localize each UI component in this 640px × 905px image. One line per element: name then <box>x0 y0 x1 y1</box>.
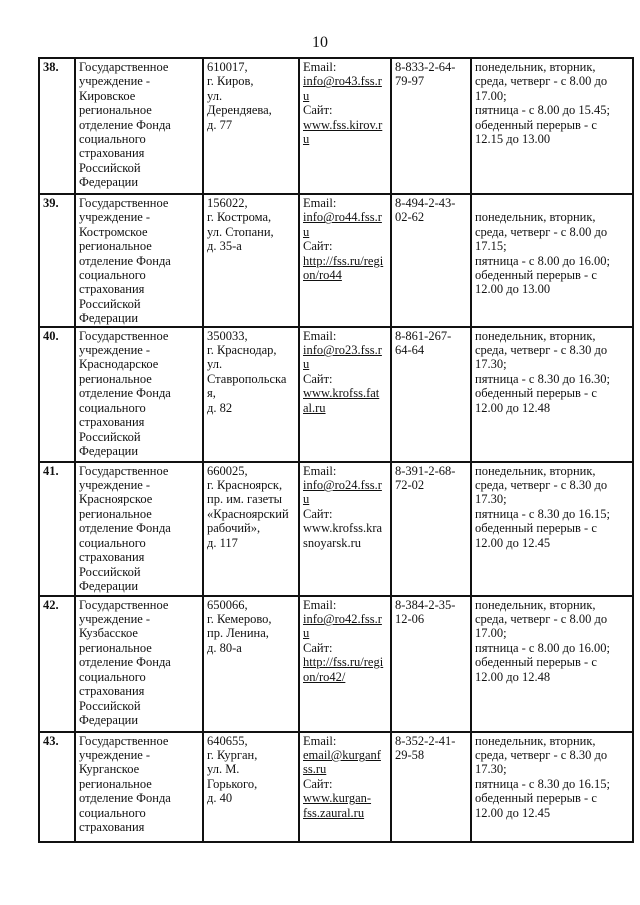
row-number: 42. <box>39 596 75 732</box>
name-line: Государственное <box>79 328 169 343</box>
address-line: Горького, <box>207 776 258 791</box>
hours-line: 12.00 до 12.48 <box>475 400 551 415</box>
cell-name <box>75 327 203 462</box>
name-line: Федерации <box>79 712 139 727</box>
hours-line: пятница - с 8.30 до 16.15; <box>475 506 610 521</box>
name-line: региональное <box>79 371 152 386</box>
name-line: Федерации <box>79 443 139 458</box>
name-line: региональное <box>79 103 152 118</box>
cell-web <box>299 327 391 462</box>
contact-label: Email: <box>303 328 337 343</box>
name-line: учреждение - <box>79 748 151 763</box>
contact-label: Email: <box>303 597 337 612</box>
contact-label: Email: <box>303 733 337 748</box>
cell-phone <box>391 327 471 462</box>
contact-link-line[interactable]: u <box>303 626 310 641</box>
address-line: г. Кострома, <box>207 210 272 225</box>
hours-line: обеденный перерыв - с <box>475 268 597 283</box>
name-line: отделение Фонда <box>79 655 171 670</box>
name-line: страхования <box>79 550 145 565</box>
address-line: д. 77 <box>207 117 233 132</box>
cell-phone <box>391 596 471 732</box>
contact-link-line[interactable]: u <box>303 132 310 147</box>
cell-name <box>75 58 203 194</box>
phone-line: 8-391-2-68- <box>395 463 456 478</box>
name-line: Российской <box>79 160 141 175</box>
contact-link-line[interactable]: http://fss.ru/regi <box>303 253 384 268</box>
contact-link-line[interactable]: on/ro42/ <box>303 669 346 684</box>
hours-line: обеденный перерыв - с <box>475 117 597 132</box>
row-number: 40. <box>39 327 75 462</box>
cell-web <box>299 194 391 327</box>
name-line: учреждение - <box>79 343 151 358</box>
phone-line: 8-833-2-64- <box>395 60 456 74</box>
address-line: рабочий», <box>207 521 261 536</box>
hours-line: 17.00; <box>475 626 507 641</box>
address-line: 640655, <box>207 733 248 748</box>
contact-label: Email: <box>303 60 337 74</box>
name-line: страхования <box>79 415 145 430</box>
address-line: г. Краснодар, <box>207 343 277 358</box>
contact-link-line[interactable]: u <box>303 224 310 239</box>
cell-address <box>203 732 299 842</box>
hours-line: пятница - с 8.30 до 16.15; <box>475 776 610 791</box>
row-number: 38. <box>39 58 75 194</box>
contact-link-line[interactable]: www.kurgan- <box>303 791 372 806</box>
hours-line: понедельник, вторник, <box>475 597 596 612</box>
row-number: 43. <box>39 732 75 842</box>
contact-link-line[interactable]: u <box>303 88 310 103</box>
contact-link-line[interactable]: info@ro44.fss.r <box>303 210 382 225</box>
contact-link-line[interactable]: on/ro44 <box>303 268 342 283</box>
cell-hours <box>471 327 633 462</box>
table-body <box>39 58 633 842</box>
hours-line: среда, четверг - с 8.30 до <box>475 343 608 358</box>
page-number: 10 <box>312 34 328 51</box>
fss-office-table <box>38 57 634 843</box>
table-row <box>39 732 633 842</box>
hours-line: 17.00; <box>475 88 507 103</box>
name-line: социального <box>79 805 146 820</box>
address-line: «Красноярский <box>207 506 289 521</box>
contact-label: Сайт: <box>303 371 333 386</box>
table-row <box>39 327 633 462</box>
cell-address <box>203 462 299 596</box>
table-row <box>39 596 633 732</box>
hours-line: среда, четверг - с 8.00 до <box>475 612 608 627</box>
phone-line: 12-06 <box>395 612 425 627</box>
cell-hours <box>471 462 633 596</box>
hours-line: 12.00 до 12.45 <box>475 535 551 550</box>
name-line: страхования <box>79 146 145 161</box>
address-line: ул. Стопани, <box>207 224 274 239</box>
contact-label: Сайт: <box>303 776 333 791</box>
name-line: учреждение - <box>79 74 151 89</box>
cell-web <box>299 462 391 596</box>
hours-line: среда, четверг - с 8.00 до <box>475 74 608 89</box>
table-row <box>39 58 633 194</box>
cell-phone <box>391 194 471 327</box>
hours-line: обеденный перерыв - с <box>475 521 597 536</box>
cell-name <box>75 462 203 596</box>
contact-label: Email: <box>303 463 337 478</box>
name-line: Государственное <box>79 733 169 748</box>
hours-line: обеденный перерыв - с <box>475 386 597 401</box>
address-line: д. 80-а <box>207 640 242 655</box>
contact-link-line[interactable]: ss.ru <box>303 762 327 777</box>
name-line: учреждение - <box>79 612 151 627</box>
cell-name <box>75 194 203 327</box>
cell-hours <box>471 732 633 842</box>
contact-link-line[interactable]: email@kurganf <box>303 748 381 763</box>
name-line: отделение Фонда <box>79 521 171 536</box>
phone-line: 8-861-267- <box>395 328 452 343</box>
address-line: ул. <box>207 88 223 103</box>
hours-line: 17.30; <box>475 357 507 372</box>
address-line: 610017, <box>207 60 248 74</box>
phone-line: 02-62 <box>395 210 425 225</box>
cell-phone <box>391 732 471 842</box>
name-line: Краснодарское <box>79 357 159 372</box>
address-line: г. Кемерово, <box>207 612 272 627</box>
name-line: отделение Фонда <box>79 386 171 401</box>
contact-link-line[interactable]: info@ro43.fss.r <box>303 74 382 89</box>
address-line: Дерендяева, <box>207 103 272 118</box>
hours-line: пятница - с 8.00 до 16.00; <box>475 253 610 268</box>
hours-line: понедельник, вторник, <box>475 463 596 478</box>
contact-label: Сайт: <box>303 103 333 118</box>
name-line: Государственное <box>79 597 169 612</box>
name-line: страхования <box>79 684 145 699</box>
contact-label: snoyarsk.ru <box>303 535 361 550</box>
hours-line: 12.00 до 12.45 <box>475 805 551 820</box>
name-line: учреждение - <box>79 210 151 225</box>
contact-label: Сайт: <box>303 239 333 254</box>
spacer <box>475 196 629 210</box>
name-line: социального <box>79 268 146 283</box>
name-line: региональное <box>79 239 152 254</box>
name-line: Российской <box>79 564 141 579</box>
name-line: Кировское <box>79 88 136 103</box>
phone-line: 8-494-2-43- <box>395 196 456 210</box>
cell-hours <box>471 58 633 194</box>
cell-web <box>299 58 391 194</box>
hours-line: обеденный перерыв - с <box>475 791 597 806</box>
hours-line: 12.00 до 13.00 <box>475 282 551 297</box>
name-line: Федерации <box>79 311 139 326</box>
name-line: отделение Фонда <box>79 117 171 132</box>
phone-line: 29-58 <box>395 748 425 763</box>
address-line: 350033, <box>207 328 248 343</box>
phone-line: 8-384-2-35- <box>395 597 456 612</box>
hours-line: понедельник, вторник, <box>475 328 596 343</box>
cell-hours <box>471 194 633 327</box>
phone-line: 64-64 <box>395 343 425 358</box>
cell-address <box>203 194 299 327</box>
name-line: отделение Фонда <box>79 253 171 268</box>
name-line: социального <box>79 669 146 684</box>
address-line: ул. <box>207 357 223 372</box>
contact-label: Email: <box>303 196 337 210</box>
row-number: 41. <box>39 462 75 596</box>
cell-name <box>75 732 203 842</box>
cell-address <box>203 327 299 462</box>
hours-line: среда, четверг - с 8.30 до <box>475 748 608 763</box>
name-line: социального <box>79 132 146 147</box>
address-line: д. 40 <box>207 791 233 806</box>
cell-phone <box>391 462 471 596</box>
name-line: Федерации <box>79 175 139 190</box>
name-line: учреждение - <box>79 478 151 493</box>
name-line: социального <box>79 400 146 415</box>
contact-link-line[interactable]: al.ru <box>303 400 326 415</box>
address-line: д. 35-а <box>207 239 242 254</box>
cell-name <box>75 596 203 732</box>
address-line: ул. М. <box>207 762 240 777</box>
name-line: Государственное <box>79 463 169 478</box>
name-line: Федерации <box>79 578 139 593</box>
address-line: я, <box>207 386 216 401</box>
hours-line: обеденный перерыв - с <box>475 655 597 670</box>
name-line: отделение Фонда <box>79 791 171 806</box>
contact-link-line[interactable]: fss.zaural.ru <box>303 805 365 820</box>
cell-address <box>203 58 299 194</box>
table-row <box>39 194 633 327</box>
hours-line: пятница - с 8.00 до 16.00; <box>475 640 610 655</box>
address-line: Ставропольска <box>207 371 287 386</box>
contact-link-line[interactable]: info@ro42.fss.r <box>303 612 382 627</box>
name-line: Красноярское <box>79 492 153 507</box>
address-line: 156022, <box>207 196 248 210</box>
name-line: региональное <box>79 640 152 655</box>
phone-line: 79-97 <box>395 74 425 89</box>
name-line: региональное <box>79 776 152 791</box>
hours-line: 17.15; <box>475 239 507 254</box>
hours-line: среда, четверг - с 8.30 до <box>475 478 608 493</box>
name-line: Государственное <box>79 60 169 74</box>
contact-link-line[interactable]: http://fss.ru/regi <box>303 655 384 670</box>
contact-link-line[interactable]: www.krofss.fat <box>303 386 380 401</box>
contact-link-line[interactable]: info@ro24.fss.r <box>303 478 382 493</box>
hours-line: 12.00 до 12.48 <box>475 669 551 684</box>
phone-line: 72-02 <box>395 478 425 493</box>
address-line: г. Красноярск, <box>207 478 283 493</box>
address-line: д. 117 <box>207 535 238 550</box>
cell-phone <box>391 58 471 194</box>
address-line: 650066, <box>207 597 248 612</box>
row-number: 39. <box>39 194 75 327</box>
contact-link-line[interactable]: info@ro23.fss.r <box>303 343 382 358</box>
name-line: Кузбасское <box>79 626 138 641</box>
cell-web <box>299 732 391 842</box>
hours-line: понедельник, вторник, <box>475 210 596 225</box>
address-line: г. Курган, <box>207 748 258 763</box>
contact-link-line[interactable]: u <box>303 357 310 372</box>
contact-link-line[interactable]: www.fss.kirov.r <box>303 117 383 132</box>
contact-link-line[interactable]: u <box>303 492 310 507</box>
hours-line: 12.15 до 13.00 <box>475 132 551 147</box>
address-line: д. 82 <box>207 400 233 415</box>
cell-address <box>203 596 299 732</box>
hours-line: понедельник, вторник, <box>475 60 596 74</box>
phone-line: 8-352-2-41- <box>395 733 456 748</box>
name-line: Российской <box>79 429 141 444</box>
name-line: социального <box>79 535 146 550</box>
address-line: пр. им. газеты <box>207 492 283 507</box>
cell-hours <box>471 596 633 732</box>
name-line: региональное <box>79 506 152 521</box>
address-line: г. Киров, <box>207 74 254 89</box>
hours-line: среда, четверг - с 8.00 до <box>475 224 608 239</box>
contact-label: www.krofss.kra <box>303 521 383 536</box>
name-line: Костромское <box>79 224 148 239</box>
name-line: Российской <box>79 296 141 311</box>
hours-line: пятница - с 8.00 до 15.45; <box>475 103 610 118</box>
contact-label: Сайт: <box>303 640 333 655</box>
name-line: страхования <box>79 282 145 297</box>
cell-web <box>299 596 391 732</box>
name-line: Курганское <box>79 762 140 777</box>
table-row <box>39 462 633 596</box>
hours-line: 17.30; <box>475 762 507 777</box>
contact-label: Сайт: <box>303 506 333 521</box>
hours-line: 17.30; <box>475 492 507 507</box>
name-line: страхования <box>79 820 145 835</box>
hours-line: пятница - с 8.30 до 16.30; <box>475 371 610 386</box>
name-line: Российской <box>79 698 141 713</box>
name-line: Государственное <box>79 196 169 210</box>
address-line: 660025, <box>207 463 248 478</box>
hours-line: понедельник, вторник, <box>475 733 596 748</box>
address-line: пр. Ленина, <box>207 626 269 641</box>
